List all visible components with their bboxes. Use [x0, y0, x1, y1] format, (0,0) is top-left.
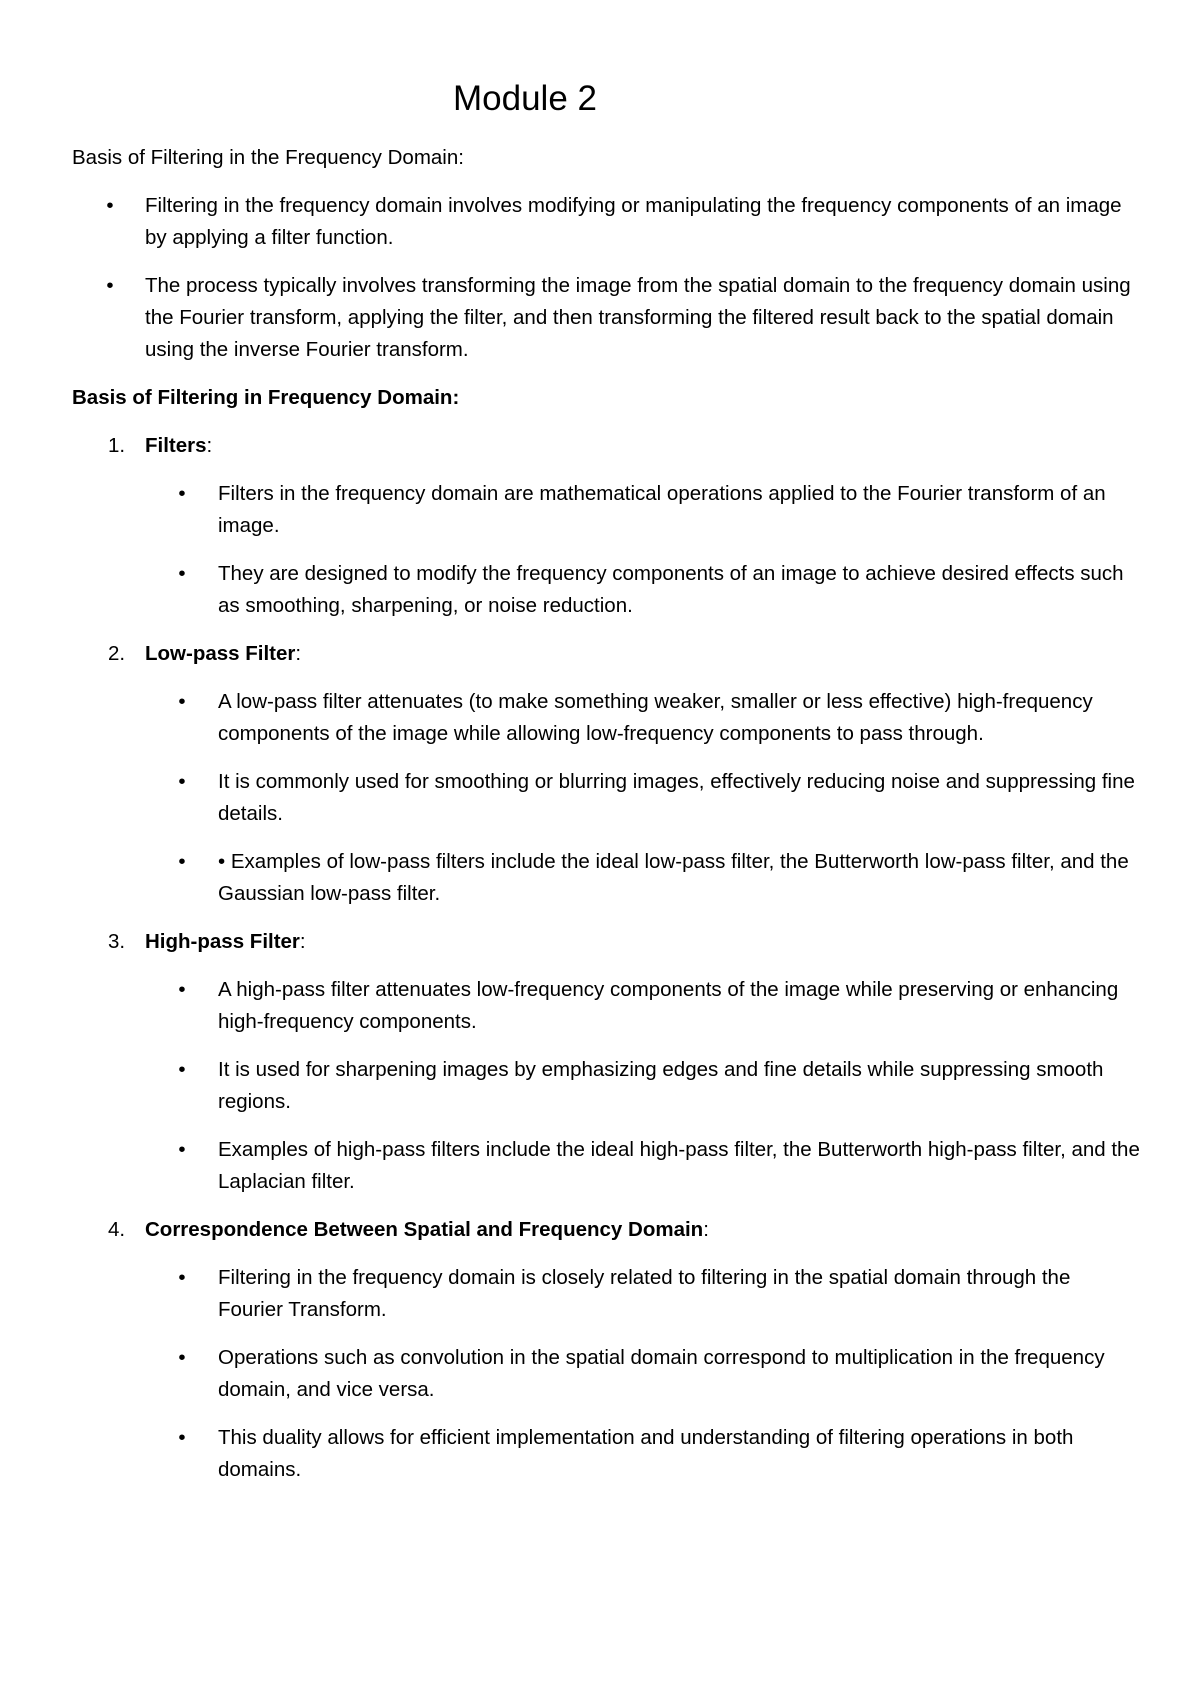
section-suffix: :: [206, 434, 213, 457]
bullet-icon: •: [178, 482, 186, 505]
list-item: [145, 686, 1140, 750]
main-heading: Basis of Filtering in Frequency Domain:: [72, 386, 460, 409]
bullet-icon: •: [178, 1426, 186, 1449]
list-item-text: Filters in the frequency domain are mathematical operations applied to the Fourier transform of an image.: [218, 482, 1106, 537]
bullet-icon: •: [178, 562, 186, 585]
list-item: [145, 558, 1140, 622]
list-item: [145, 1422, 1140, 1486]
list-item-text: The process typically involves transforming the image from the spatial domain to the frequency domain using the Fourier transform, applying the filter, and then transforming the filtered result back to the spatial domain using the inverse Fourier transform.: [145, 274, 1131, 361]
list-item: [72, 190, 1140, 254]
document-body: [72, 142, 1140, 1502]
section-title: Filters: [145, 434, 207, 457]
bullet-icon: •: [178, 850, 186, 873]
intro-bullet-list: [72, 190, 1140, 366]
list-item-text: It is commonly used for smoothing or blurring images, effectively reducing noise and suppressing fine details.: [218, 770, 1135, 825]
bullet-icon: •: [178, 690, 186, 713]
section-low-pass-filter: [72, 638, 1140, 910]
list-item-text: A high-pass filter attenuates low-frequency components of the image while preserving or enhancing high-frequency components.: [218, 978, 1119, 1033]
list-item-text: Operations such as convolution in the spatial domain correspond to multiplication in the frequency domain, and vice versa.: [218, 1346, 1105, 1401]
bullet-icon: •: [178, 1346, 186, 1369]
list-item: [145, 766, 1140, 830]
list-item-text: They are designed to modify the frequency components of an image to achieve desired effects such as smoothing, sharpening, or noise reduction.: [218, 562, 1124, 617]
bullet-icon: •: [178, 1058, 186, 1081]
intro-heading: Basis of Filtering in the Frequency Domain:: [72, 146, 464, 169]
section-filters: [72, 430, 1140, 622]
list-item: [72, 270, 1140, 366]
section-heading: [145, 638, 1140, 670]
section-title: Low-pass Filter: [145, 642, 296, 665]
list-item: [145, 1134, 1140, 1198]
section-title: High-pass Filter: [145, 930, 300, 953]
list-item-text: It is used for sharpening images by emphasizing edges and fine details while suppressing smooth regions.: [218, 1058, 1104, 1113]
list-item: [145, 846, 1140, 910]
section-bullet-list: [145, 974, 1140, 1198]
bullet-icon: •: [178, 1266, 186, 1289]
section-bullet-list: [145, 686, 1140, 910]
list-item: [145, 1342, 1140, 1406]
list-item: [145, 974, 1140, 1038]
section-suffix: :: [295, 642, 302, 665]
list-item-text: A low-pass filter attenuates (to make something weaker, smaller or less effective) high-frequency components of the image while allowing low-frequency components to pass through.: [218, 690, 1093, 745]
page-title: Module 2: [453, 79, 597, 118]
section-heading: [145, 926, 1140, 958]
section-number: 2.: [108, 642, 126, 665]
bullet-icon: •: [106, 194, 114, 217]
section-number: 1.: [108, 434, 126, 457]
bullet-icon: •: [106, 274, 114, 297]
list-item: [145, 1262, 1140, 1326]
bullet-icon: •: [178, 978, 186, 1001]
section-correspondence: [72, 1214, 1140, 1486]
list-item-text: This duality allows for efficient implementation and understanding of filtering operations in both domains.: [218, 1426, 1074, 1481]
list-item-text: Filtering in the frequency domain involves modifying or manipulating the frequency components of an image by applying a filter function.: [145, 194, 1122, 249]
section-suffix: :: [703, 1218, 709, 1241]
section-suffix: :: [299, 930, 306, 953]
section-list: [72, 430, 1140, 1486]
section-number: 4.: [108, 1218, 126, 1241]
section-title: Correspondence Between Spatial and Frequency Domain: [145, 1218, 704, 1241]
list-item-text: • Examples of low-pass filters include the ideal low-pass filter, the Butterworth low-pass filter, and the Gaussian low-pass filter.: [218, 850, 1129, 905]
section-bullet-list: [145, 478, 1140, 622]
list-item: [145, 478, 1140, 542]
section-high-pass-filter: [72, 926, 1140, 1198]
section-heading: [145, 1214, 1140, 1246]
bullet-icon: •: [178, 770, 186, 793]
section-number: 3.: [108, 930, 126, 953]
list-item-text: Filtering in the frequency domain is closely related to filtering in the spatial domain through the Fourier Transform.: [218, 1266, 1071, 1321]
list-item: [145, 1054, 1140, 1118]
section-bullet-list: [145, 1262, 1140, 1486]
list-item-text: Examples of high-pass filters include the ideal high-pass filter, the Butterworth high-pass filter, and the Laplacian filter.: [218, 1138, 1140, 1193]
section-heading: [145, 430, 1140, 462]
bullet-icon: •: [178, 1138, 186, 1161]
